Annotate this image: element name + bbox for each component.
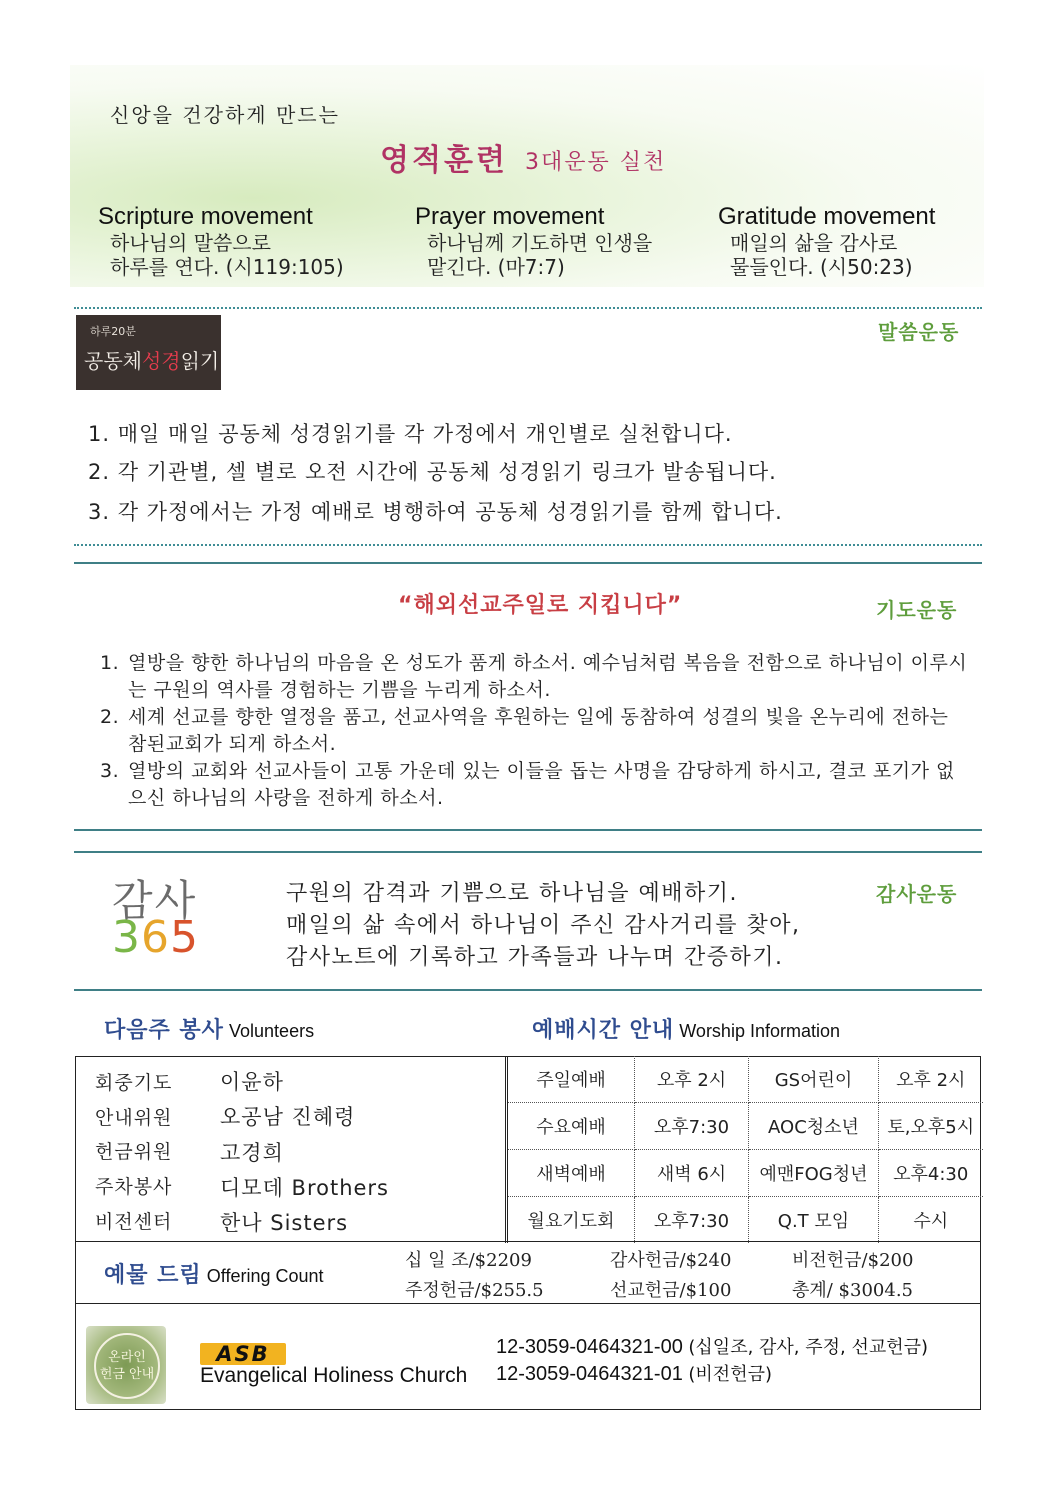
gratitude-logo-number bbox=[112, 912, 199, 963]
prayer-title: “해외선교주일로 지킵니다” bbox=[398, 593, 683, 618]
prayer-tag: 기도운동 bbox=[876, 598, 958, 622]
banner-tagline: 신앙을 건강하게 만드는 bbox=[110, 103, 340, 127]
bible-reading-logo bbox=[76, 315, 221, 390]
logo-digit: 5 bbox=[170, 912, 199, 963]
offering-title-en: Offering Count bbox=[206, 1266, 324, 1286]
online-offering-badge bbox=[86, 1326, 166, 1404]
table-cell: AOC청소년 bbox=[749, 1103, 879, 1150]
worship-title: 예배시간 안내 bbox=[532, 1018, 675, 1043]
movement-scripture bbox=[98, 203, 344, 279]
volunteer-name: 한나 Sisters bbox=[220, 1211, 349, 1235]
account-note: (십일조, 감사, 주정, 선교헌금) bbox=[688, 1337, 929, 1358]
offering-item: 총계/ $3004.5 bbox=[792, 1280, 913, 1301]
scripture-item: 2. 각 기관별, 셀 별로 오전 시간에 공동체 성경읽기 링크가 발송됩니다. bbox=[88, 460, 777, 484]
movement-prayer bbox=[415, 203, 652, 279]
prayer-item bbox=[100, 758, 970, 812]
logo-digit: 3 bbox=[112, 912, 141, 963]
table-row bbox=[507, 1056, 983, 1103]
offering-header bbox=[104, 1258, 324, 1289]
table-cell: 수요예배 bbox=[507, 1103, 635, 1150]
account-line bbox=[496, 1360, 772, 1386]
volunteer-name: 오공남 진혜령 bbox=[220, 1105, 356, 1129]
offering-item: 비전헌금/$200 bbox=[792, 1250, 914, 1271]
divider bbox=[74, 829, 982, 831]
table-cell: 오후 2시 bbox=[879, 1056, 983, 1103]
badge-circle bbox=[94, 1333, 160, 1399]
table-cell: 월요기도회 bbox=[507, 1197, 635, 1244]
badge-text: 온라인 bbox=[108, 1350, 146, 1365]
volunteer-role: 헌금위원 bbox=[95, 1141, 173, 1163]
table-cell: 새벽 6시 bbox=[635, 1150, 749, 1197]
offering-item: 주정헌금/$255.5 bbox=[405, 1280, 544, 1301]
offering-item: 선교헌금/$100 bbox=[610, 1280, 732, 1301]
volunteers-title-en: Volunteers bbox=[229, 1021, 315, 1041]
offering-item: 감사헌금/$240 bbox=[610, 1250, 732, 1271]
table-cell: 오후4:30 bbox=[879, 1150, 983, 1197]
volunteer-role: 회중기도 bbox=[95, 1072, 173, 1094]
account-note: (비전헌금) bbox=[688, 1364, 772, 1385]
prayer-item-number: 1. bbox=[100, 652, 120, 674]
banner bbox=[70, 65, 984, 287]
prayer-item-number: 2. bbox=[100, 706, 120, 728]
divider bbox=[74, 989, 982, 991]
table-cell: 예맨FOG청년 bbox=[749, 1150, 879, 1197]
logo-text-pre: 공동체 bbox=[84, 349, 142, 373]
asb-bank-logo bbox=[200, 1343, 286, 1365]
divider bbox=[74, 544, 982, 546]
divider bbox=[74, 851, 982, 853]
volunteer-name: 고경희 bbox=[220, 1141, 284, 1165]
volunteer-name: 이윤하 bbox=[220, 1070, 284, 1094]
table-cell: GS어린이 bbox=[749, 1056, 879, 1103]
movement-line: 하나님의 말씀으로 bbox=[110, 231, 271, 255]
scripture-item: 3. 각 가정에서는 가정 예배로 병행하여 공동체 성경읽기를 함께 합니다. bbox=[88, 500, 783, 524]
badge-text: 헌금 안내 bbox=[99, 1367, 155, 1382]
worship-header bbox=[532, 1013, 840, 1044]
logo-big-text bbox=[84, 345, 219, 374]
table-cell: Q.T 모임 bbox=[749, 1197, 879, 1244]
divider bbox=[74, 307, 982, 309]
prayer-item-text: 열방을 향한 하나님의 마음을 온 성도가 품게 하소서. 예수님처럼 복음을 전함으로 하나님이 이루시는 구원의 역사를 경험하는 기쁨을 누리게 하소서. bbox=[128, 652, 968, 701]
table-cell: 오후7:30 bbox=[635, 1103, 749, 1150]
movement-title: Scripture movement bbox=[98, 203, 313, 230]
volunteer-role: 주차봉사 bbox=[95, 1176, 173, 1198]
prayer-list bbox=[100, 650, 970, 812]
prayer-item bbox=[100, 650, 970, 704]
volunteers-title: 다음주 봉사 bbox=[104, 1018, 224, 1043]
volunteer-name: 디모데 Brothers bbox=[220, 1176, 389, 1200]
logo-small-text: 하루20분 bbox=[90, 325, 136, 338]
movement-title: Prayer movement bbox=[415, 203, 605, 230]
offering-title: 예물 드림 bbox=[104, 1263, 202, 1288]
table-cell: 오후7:30 bbox=[635, 1197, 749, 1244]
table-cell: 토,오후5시 bbox=[879, 1103, 983, 1150]
table-row bbox=[507, 1197, 983, 1244]
gratitude-logo-text: 감사 bbox=[112, 876, 198, 925]
banner-subtitle: 3대운동 실천 bbox=[525, 150, 667, 175]
account-number: 12-3059-0464321-00 bbox=[496, 1336, 683, 1358]
movement-line: 하루를 연다. (시119:105) bbox=[110, 255, 344, 279]
movement-line: 매일의 삶을 감사로 bbox=[730, 231, 898, 255]
volunteers-header bbox=[104, 1013, 314, 1044]
prayer-item-text: 세계 선교를 향한 열정을 품고, 선교사역을 후원하는 일에 동참하여 성결의 빛을 온누리에 전하는 참된교회가 되게 하소서. bbox=[128, 706, 949, 755]
banner-title: 영적훈련 bbox=[380, 143, 508, 178]
gratitude-line: 구원의 감격과 기쁨으로 하나님을 예배하기. bbox=[286, 881, 739, 906]
church-name: Evangelical Holiness Church bbox=[200, 1364, 468, 1387]
offering-item: 십 일 조/$2209 bbox=[405, 1250, 532, 1271]
gratitude-line: 감사노트에 기록하고 가족들과 나누며 간증하기. bbox=[286, 945, 784, 970]
table-row bbox=[507, 1103, 983, 1150]
volunteer-role: 안내위원 bbox=[95, 1107, 173, 1129]
table-row bbox=[507, 1150, 983, 1197]
movement-title: Gratitude movement bbox=[718, 203, 936, 230]
account-line bbox=[496, 1333, 928, 1359]
scripture-item: 1. 매일 매일 공동체 성경읽기를 각 가정에서 개인별로 실천합니다. bbox=[88, 422, 733, 446]
table-cell: 새벽예배 bbox=[507, 1150, 635, 1197]
table-cell: 수시 bbox=[913, 1211, 949, 1232]
account-number: 12-3059-0464321-01 bbox=[496, 1363, 683, 1385]
gratitude-line: 매일의 삶 속에서 하나님이 주신 감사거리를 찾아, bbox=[286, 913, 801, 938]
worship-table bbox=[505, 1056, 983, 1243]
divider bbox=[75, 1303, 981, 1304]
logo-text-post: 읽기 bbox=[180, 349, 220, 373]
bank-logo-text: ASB bbox=[216, 1342, 270, 1366]
movement-line: 물들인다. (시50:23) bbox=[730, 255, 913, 279]
movement-line: 맡긴다. (마7:7) bbox=[427, 255, 565, 279]
movement-line: 하나님께 기도하면 인생을 bbox=[427, 231, 653, 255]
divider bbox=[74, 562, 982, 564]
logo-digit: 6 bbox=[141, 912, 170, 963]
volunteer-role: 비전센터 bbox=[95, 1211, 173, 1233]
divider bbox=[75, 1241, 981, 1242]
scripture-tag: 말씀운동 bbox=[878, 320, 960, 344]
gratitude-tag: 감사운동 bbox=[876, 882, 958, 906]
prayer-item-number: 3. bbox=[100, 760, 120, 782]
movement-gratitude bbox=[718, 203, 935, 279]
logo-text-highlight: 성경 bbox=[141, 349, 181, 373]
prayer-item-text: 열방의 교회와 선교사들이 고통 가운데 있는 이들을 돕는 사명을 감당하게 하시고, 결코 포기가 없으신 하나님의 사랑을 전하게 하소서. bbox=[128, 760, 955, 809]
prayer-item bbox=[100, 704, 970, 758]
table-cell: 주일예배 bbox=[507, 1056, 635, 1103]
worship-title-en: Worship Information bbox=[679, 1021, 840, 1041]
table-cell: 오후 2시 bbox=[635, 1056, 749, 1103]
